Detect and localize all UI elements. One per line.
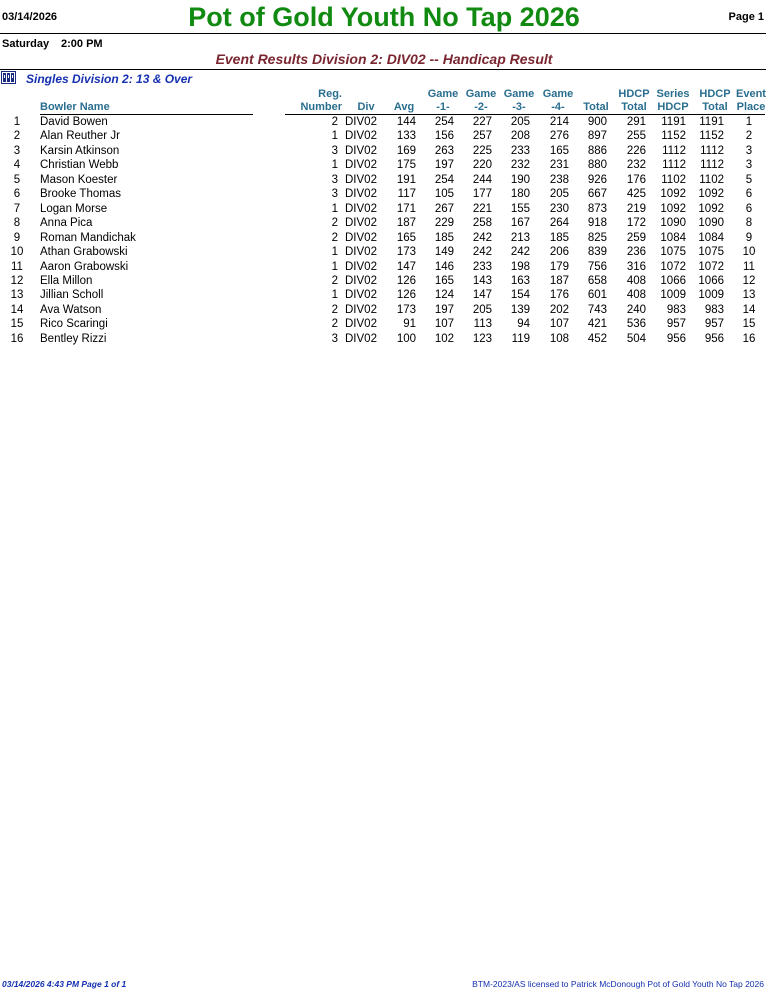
cell-row-number: 16: [10, 332, 24, 345]
cell-game-2: 205: [472, 303, 492, 316]
cell-hdcp-total: 259: [626, 231, 646, 244]
cell-row-number: 15: [10, 318, 24, 331]
cell-series-hdcp: 1112: [662, 144, 686, 157]
cell-hdcp-total: 226: [626, 144, 646, 157]
cell-series-hdcp: 1075: [660, 246, 686, 259]
cell-hdcp-total-2: 1092: [698, 188, 724, 201]
cell-game-1: 105: [434, 188, 454, 201]
cell-event-place: 3: [745, 159, 753, 172]
cell-game-4: 231: [549, 159, 569, 172]
cell-series-hdcp: 1090: [660, 217, 686, 230]
cell-total: 897: [587, 130, 607, 143]
cell-hdcp-total: 236: [626, 246, 646, 259]
cell-event-place: 2: [745, 130, 753, 143]
cell-bowler-name: Alan Reuther Jr: [40, 130, 120, 143]
cell-event-place: 6: [745, 202, 753, 215]
cell-game-3: 208: [510, 130, 530, 143]
cell-game-4: 108: [549, 332, 569, 345]
cell-reg-number: 1: [331, 202, 338, 215]
footer-license: BTM-2023/AS licensed to Patrick McDonough Pot of Gold Youth No Tap 2026: [472, 979, 764, 989]
cell-game-2: 143: [472, 274, 492, 287]
cell-row-number: 1: [13, 116, 21, 128]
cell-bowler-name: Karsin Atkinson: [40, 144, 120, 157]
cell-reg-number: 3: [331, 173, 338, 186]
cell-average: 169: [396, 144, 416, 157]
cell-game-3: 154: [510, 289, 530, 302]
cell-bowler-name: Brooke Thomas: [40, 188, 121, 201]
cell-reg-number: 2: [331, 217, 338, 230]
cell-game-1: 149: [434, 246, 454, 259]
cell-total: 873: [587, 202, 607, 215]
cell-row-number: 5: [13, 173, 21, 186]
cell-game-4: 238: [549, 173, 569, 186]
cell-hdcp-total: 172: [626, 217, 646, 230]
event-divider: [0, 69, 766, 70]
cell-division: DIV02: [345, 246, 377, 259]
cell-row-number: 11: [11, 260, 23, 273]
cell-total: 839: [587, 246, 607, 259]
cell-reg-number: 3: [331, 144, 338, 157]
cell-average: 173: [396, 303, 416, 316]
cell-reg-number: 1: [331, 159, 338, 172]
cell-division: DIV02: [345, 173, 377, 186]
cell-row-number: 9: [13, 231, 21, 244]
col-hdcp-total2-line2: Total: [702, 101, 728, 113]
cell-game-1: 229: [434, 217, 454, 230]
cell-game-2: 233: [472, 260, 492, 273]
cell-total: 743: [587, 303, 607, 316]
cell-total: 756: [587, 260, 607, 273]
cell-game-1: 197: [434, 303, 454, 316]
cell-hdcp-total-2: 1092: [698, 202, 724, 215]
cell-hdcp-total: 504: [626, 332, 646, 345]
cell-division: DIV02: [345, 188, 377, 201]
cell-reg-number: 3: [331, 332, 338, 345]
cell-reg-number: 1: [331, 246, 338, 259]
report-day: Saturday: [2, 38, 50, 50]
cell-series-hdcp: 1009: [660, 289, 686, 302]
cell-hdcp-total: 232: [626, 159, 646, 172]
cell-hdcp-total: 408: [626, 289, 646, 302]
event-title: Event Results Division 2: DIV02 -- Handicap Result: [215, 51, 553, 67]
col-game1-line1: Game: [427, 88, 459, 100]
cell-average: 144: [396, 116, 416, 128]
cell-hdcp-total-2: 956: [704, 332, 724, 345]
cell-game-2: 113: [473, 318, 492, 331]
cell-game-1: 197: [434, 159, 454, 172]
col-event-place-line2: Place: [736, 101, 766, 113]
cell-series-hdcp: 1112: [662, 159, 686, 172]
cell-reg-number: 1: [331, 260, 338, 273]
cell-game-1: 165: [434, 274, 454, 287]
cell-series-hdcp: 1191: [661, 116, 686, 128]
cell-game-2: 221: [472, 202, 492, 215]
cell-bowler-name: Aaron Grabowski: [40, 260, 129, 273]
cell-bowler-name: Jillian Scholl: [40, 289, 104, 302]
cell-total: 886: [587, 144, 607, 157]
cell-average: 171: [396, 202, 416, 215]
cell-total: 825: [587, 231, 607, 244]
cell-hdcp-total: 536: [626, 318, 646, 331]
cell-series-hdcp: 1102: [661, 173, 686, 186]
cell-hdcp-total-2: 957: [704, 318, 724, 331]
cell-total: 667: [587, 188, 607, 201]
cell-bowler-name: Athan Grabowski: [40, 246, 128, 259]
cell-hdcp-total: 219: [626, 202, 646, 215]
cell-game-4: 205: [549, 188, 569, 201]
cell-hdcp-total: 316: [626, 260, 646, 273]
cell-total: 658: [587, 274, 607, 287]
cell-division: DIV02: [345, 202, 377, 215]
cell-average: 165: [396, 231, 416, 244]
cell-row-number: 13: [10, 289, 24, 302]
page-number: Page 1: [728, 11, 764, 23]
section-title: Singles Division 2: 13 & Over: [26, 72, 193, 86]
footer-print-info: 03/14/2026 4:43 PM Page 1 of 1: [2, 979, 127, 989]
cell-event-place: 1: [745, 116, 753, 128]
cell-game-1: 267: [434, 202, 454, 215]
cell-reg-number: 1: [331, 289, 338, 302]
cell-event-place: 15: [742, 318, 756, 331]
cell-reg-number: 2: [331, 274, 338, 287]
cell-bowler-name: Ava Watson: [40, 303, 102, 316]
cell-hdcp-total: 425: [626, 188, 646, 201]
cell-total: 926: [587, 173, 607, 186]
cell-hdcp-total-2: 1084: [698, 231, 724, 244]
cell-division: DIV02: [345, 116, 377, 128]
cell-event-place: 12: [742, 274, 756, 287]
cell-hdcp-total-2: 1075: [698, 246, 724, 259]
cell-row-number: 2: [13, 130, 21, 143]
cell-hdcp-total-2: 1191: [699, 116, 724, 128]
cell-hdcp-total: 408: [626, 274, 646, 287]
cell-division: DIV02: [345, 318, 377, 331]
report-time: 2:00 PM: [61, 38, 103, 50]
col-bowler-name: Bowler Name: [40, 101, 110, 113]
cell-hdcp-total-2: 1090: [698, 217, 724, 230]
cell-division: DIV02: [345, 217, 377, 230]
cell-hdcp-total-2: 1009: [698, 289, 724, 302]
cell-row-number: 4: [13, 159, 21, 172]
cell-bowler-name: Christian Webb: [40, 159, 119, 172]
cell-game-1: 185: [434, 231, 454, 244]
cell-game-2: 258: [472, 217, 492, 230]
cell-average: 187: [396, 217, 416, 230]
cell-hdcp-total-2: 1102: [699, 173, 724, 186]
cell-division: DIV02: [345, 260, 377, 273]
cell-game-1: 146: [434, 260, 454, 273]
cell-event-place: 9: [745, 231, 753, 244]
cell-reg-number: 2: [331, 116, 338, 128]
cell-division: DIV02: [345, 231, 377, 244]
cell-game-3: 198: [510, 260, 530, 273]
col-game2-line1: Game: [465, 88, 497, 100]
col-avg: Avg: [393, 101, 415, 113]
cell-division: DIV02: [345, 144, 377, 157]
cell-event-place: 10: [742, 246, 756, 259]
col-game4-line2: -4-: [551, 101, 565, 113]
cell-row-number: 6: [13, 188, 21, 201]
cell-average: 175: [396, 159, 416, 172]
cell-game-2: 242: [472, 231, 492, 244]
cell-series-hdcp: 1152: [661, 130, 686, 143]
cell-hdcp-total: 255: [626, 130, 646, 143]
cell-row-number: 7: [13, 202, 21, 215]
col-hdcp-total-line2: Total: [621, 101, 647, 113]
cell-division: DIV02: [345, 159, 377, 172]
col-game3-line2: -3-: [512, 101, 526, 113]
cell-average: 147: [396, 260, 416, 273]
cell-game-3: 139: [510, 303, 530, 316]
cell-event-place: 16: [742, 332, 756, 345]
cell-game-1: 263: [434, 144, 454, 157]
cell-bowler-name: Anna Pica: [40, 217, 93, 230]
cell-division: DIV02: [345, 274, 377, 287]
cell-hdcp-total: 291: [626, 116, 646, 128]
col-reg-line2: Number: [300, 101, 342, 113]
cell-hdcp-total-2: 1112: [700, 144, 724, 157]
cell-game-3: 94: [517, 318, 530, 331]
cell-reg-number: 2: [331, 303, 338, 316]
cell-event-place: 6: [745, 188, 753, 201]
cell-hdcp-total-2: 1112: [700, 159, 724, 172]
cell-game-2: 257: [472, 130, 492, 143]
cell-reg-number: 2: [331, 231, 338, 244]
cell-game-1: 102: [434, 332, 454, 345]
cell-game-4: 176: [549, 289, 569, 302]
cell-hdcp-total: 240: [626, 303, 646, 316]
cell-game-1: 107: [434, 318, 454, 331]
col-series-hdcp-line2: HDCP: [657, 101, 689, 113]
cell-division: DIV02: [345, 289, 377, 302]
cell-bowler-name: Ella Millon: [40, 274, 93, 287]
cell-game-2: 242: [472, 246, 492, 259]
cell-series-hdcp: 1066: [660, 274, 686, 287]
cell-game-3: 213: [510, 231, 530, 244]
cell-average: 133: [396, 130, 416, 143]
cell-row-number: 3: [13, 144, 21, 157]
cell-row-number: 12: [10, 274, 24, 287]
cell-total: 601: [587, 289, 607, 302]
cell-game-4: 206: [549, 246, 569, 259]
col-game3-line1: Game: [503, 88, 535, 100]
cell-division: DIV02: [345, 130, 377, 143]
col-hdcp-total-line1: HDCP: [618, 88, 650, 100]
cell-game-1: 124: [434, 289, 454, 302]
cell-average: 117: [397, 188, 416, 201]
cell-bowler-name: Logan Morse: [40, 202, 108, 215]
cell-game-4: 185: [549, 231, 569, 244]
col-game2-line2: -2-: [474, 101, 488, 113]
cell-game-4: 202: [549, 303, 569, 316]
cell-game-3: 119: [511, 332, 530, 345]
cell-game-2: 220: [472, 159, 492, 172]
col-game4-line1: Game: [542, 88, 574, 100]
cell-division: DIV02: [345, 303, 377, 316]
cell-game-3: 190: [510, 173, 530, 186]
cell-row-number: 14: [10, 303, 24, 316]
cell-hdcp-total-2: 1152: [699, 130, 724, 143]
report-title: Pot of Gold Youth No Tap 2026: [188, 2, 580, 32]
cell-bowler-name: Bentley Rizzi: [40, 332, 107, 345]
cell-total: 918: [587, 217, 607, 230]
cell-game-2: 177: [472, 188, 492, 201]
col-div: Div: [357, 101, 375, 113]
cell-division: DIV02: [345, 332, 377, 345]
cell-event-place: 8: [745, 217, 753, 230]
cell-game-3: 242: [510, 246, 530, 259]
cell-game-3: 233: [510, 144, 530, 157]
col-hdcp-total2-line1: HDCP: [699, 88, 731, 100]
cell-row-number: 8: [13, 217, 21, 230]
cell-game-1: 254: [434, 116, 454, 128]
cell-event-place: 14: [742, 303, 756, 316]
cell-average: 100: [396, 332, 416, 345]
cell-average: 126: [396, 289, 416, 302]
cell-bowler-name: David Bowen: [40, 116, 108, 128]
col-event-place-line1: Event: [736, 88, 766, 100]
cell-bowler-name: Mason Koester: [40, 173, 118, 186]
cell-game-4: 276: [549, 130, 569, 143]
cell-bowler-name: Rico Scaringi: [40, 318, 108, 331]
cell-game-4: 165: [549, 144, 569, 157]
header-divider: [0, 33, 766, 34]
cell-game-4: 179: [549, 260, 569, 273]
cell-hdcp-total-2: 1072: [698, 260, 724, 273]
cell-event-place: 5: [745, 173, 753, 186]
cell-total: 880: [587, 159, 607, 172]
cell-game-3: 167: [510, 217, 530, 230]
cell-total: 900: [587, 116, 607, 128]
col-total: Total: [583, 101, 609, 113]
cell-total: 421: [587, 318, 607, 331]
cell-game-4: 264: [549, 217, 569, 230]
cell-game-2: 225: [472, 144, 492, 157]
col-reg-line1: Reg.: [318, 88, 342, 100]
cell-row-number: 10: [10, 246, 24, 259]
cell-average: 126: [396, 274, 416, 287]
cell-game-3: 205: [510, 116, 530, 128]
cell-series-hdcp: 1084: [660, 231, 686, 244]
col-series-hdcp-line1: Series: [656, 88, 690, 100]
cell-game-4: 230: [549, 202, 569, 215]
cell-event-place: 13: [742, 289, 756, 302]
cell-average: 173: [396, 246, 416, 259]
cell-game-3: 163: [510, 274, 530, 287]
cell-series-hdcp: 983: [666, 303, 686, 316]
cell-event-place: 3: [745, 144, 753, 157]
cell-game-2: 244: [472, 173, 492, 186]
cell-average: 191: [396, 173, 416, 186]
cell-game-4: 187: [549, 274, 569, 287]
cell-hdcp-total-2: 1066: [698, 274, 724, 287]
cell-series-hdcp: 1072: [660, 260, 686, 273]
cell-reg-number: 2: [331, 318, 338, 331]
bowling-pins-icon: [1, 71, 16, 84]
cell-event-place: 11: [743, 260, 755, 273]
cell-game-1: 254: [434, 173, 454, 186]
cell-game-4: 107: [549, 318, 569, 331]
cell-series-hdcp: 1092: [660, 202, 686, 215]
cell-game-1: 156: [434, 130, 454, 143]
cell-game-2: 227: [472, 116, 492, 128]
cell-hdcp-total-2: 983: [704, 303, 724, 316]
cell-game-3: 155: [510, 202, 530, 215]
cell-game-3: 180: [510, 188, 530, 201]
cell-total: 452: [587, 332, 607, 345]
cell-game-4: 214: [549, 116, 569, 128]
cell-game-3: 232: [510, 159, 530, 172]
cell-reg-number: 1: [331, 130, 338, 143]
cell-series-hdcp: 1092: [660, 188, 686, 201]
cell-bowler-name: Roman Mandichak: [40, 231, 136, 244]
report-date: 03/14/2026: [2, 11, 58, 23]
cell-hdcp-total: 176: [626, 173, 646, 186]
cell-reg-number: 3: [331, 188, 338, 201]
cell-game-2: 123: [472, 332, 492, 345]
cell-game-2: 147: [472, 289, 492, 302]
cell-series-hdcp: 956: [666, 332, 686, 345]
col-game1-line2: -1-: [436, 101, 450, 113]
cell-series-hdcp: 957: [666, 318, 686, 331]
cell-average: 91: [403, 318, 416, 331]
